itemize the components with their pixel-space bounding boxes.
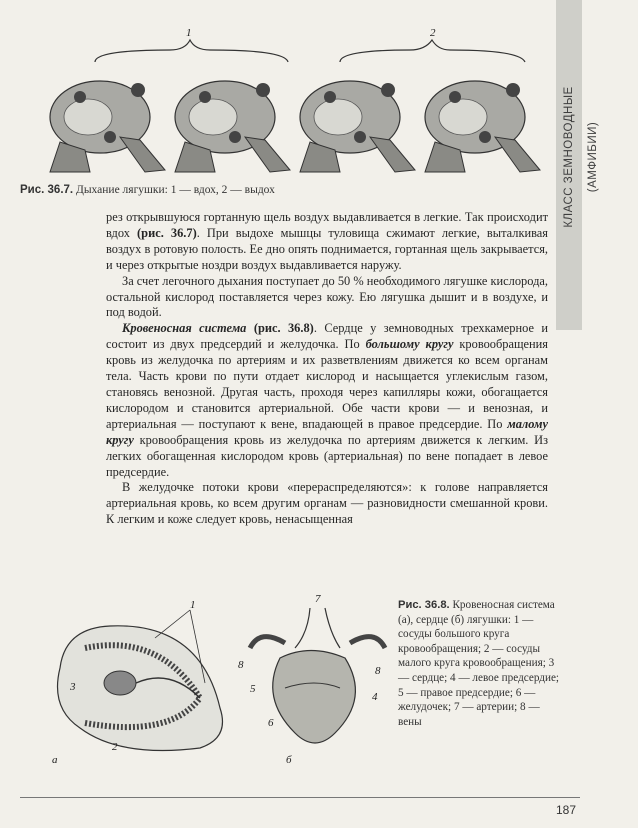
fig368b-label-4: 4 <box>372 691 378 703</box>
footer-rule <box>20 797 580 798</box>
fig368a-label-3: 3 <box>70 681 76 693</box>
fig368b-panel-label: б <box>286 754 292 766</box>
circulatory-figure <box>40 588 400 778</box>
fig368b-label-7: 7 <box>315 593 321 605</box>
fig367-label-2: 2 <box>430 27 436 39</box>
fig368a-label-1: 1 <box>190 599 196 611</box>
paragraph-3: Кровеносная система (рис. 36.8). Сердце у земноводных трехкамерное и состоит из двух предсердий и желудочка. По большому кругу кровообращения кровь из желудочка по артериям и их разветвлениям движется ко всем органам тела. Часть крови по пути отдает кислород и насыщается углекислым газом, становясь венозной. Другая часть, проходя через капилляры кожи, обогащается кислородом и становится артериальной. Обе части крови — и венозная, и артериальная — поступают к вене, впадающей в правое предсердие. По малому кругу кровообращения кровь из желудочка по артериям движется к легким. Из легких обогащенная кислородом кровь (артериальная) по вене попадает в левое предсердие. <box>106 321 548 479</box>
fig368b-label-8-right: 8 <box>375 665 381 677</box>
fig367-caption <box>20 184 540 196</box>
fig368a-panel-label: а <box>52 754 58 766</box>
fig368b-label-8-left: 8 <box>238 659 244 671</box>
term-circulatory-system: Кровеносная система <box>122 321 247 336</box>
body-text <box>106 210 548 528</box>
frog-breathing-illustration <box>40 22 555 187</box>
paragraph-1: рез открывшуюся гортанную щель воздух выдавливается в легкие. Так происходит вдох (рис. 36.7). При выдохе мышцы туловища сжимают легкие, выталкивая воздух в ротовую полость. Ее дно опять поднимается, гортанная щель закрывается, и через открытые ноздри воздух выдавливается наружу. <box>106 210 549 272</box>
fig368-caption <box>398 598 563 729</box>
term-pulmonary-circuit: малому кругу <box>106 416 548 447</box>
fig368b-label-6: 6 <box>268 717 274 729</box>
fig368a-label-2: 2 <box>112 741 118 753</box>
frog-figure-2 <box>175 81 290 172</box>
chapter-side-tab-label: КЛАСС ЗЕМНОВОДНЫЕ (АМФИБИИ) <box>563 86 599 228</box>
paragraph-2: За счет легочного дыхания поступает до 50 % необходимого лягушке кислорода, остальной кислород поставляется через кожу. Ею лягушка дышит и в воздухе, и под водой. <box>106 273 548 320</box>
fig368-caption-text: Кровеносная система (а), сердце (б) лягушки: 1 — сосуды большого круга кровообращения; 2 — сосуды малого круга кровообращения; 3 — сердце; 4 — левое предсердие; 5 — правое предсердие; 6 — желудочек; 7 — артерии; 8 — вены <box>398 599 560 728</box>
term-systemic-circuit: большому кругу <box>365 337 454 352</box>
page-number: 187 <box>555 803 576 817</box>
fig367-label-1: 1 <box>186 27 192 39</box>
frog-figure-3 <box>300 81 415 172</box>
fig368-number: Рис. 36.8. <box>398 599 450 611</box>
heart-diagram <box>238 593 385 766</box>
fig367-caption-text: Дыхание лягушки: 1 — вдох, 2 — выдох <box>75 184 275 196</box>
frog-figure-1 <box>50 81 165 172</box>
frog-figure-4 <box>425 81 540 172</box>
fig367-number: Рис. 36.7. <box>20 184 74 196</box>
fig368b-label-5: 5 <box>250 683 256 695</box>
circulatory-system-diagram <box>52 599 223 766</box>
paragraph-4: В желудочке потоки крови «перераспределяются»: к голове направляется артериальная кровь, ко всем другим органам — разновидности смешанной крови. К легким и коже следует кровь, ненасыщенная <box>106 480 548 527</box>
